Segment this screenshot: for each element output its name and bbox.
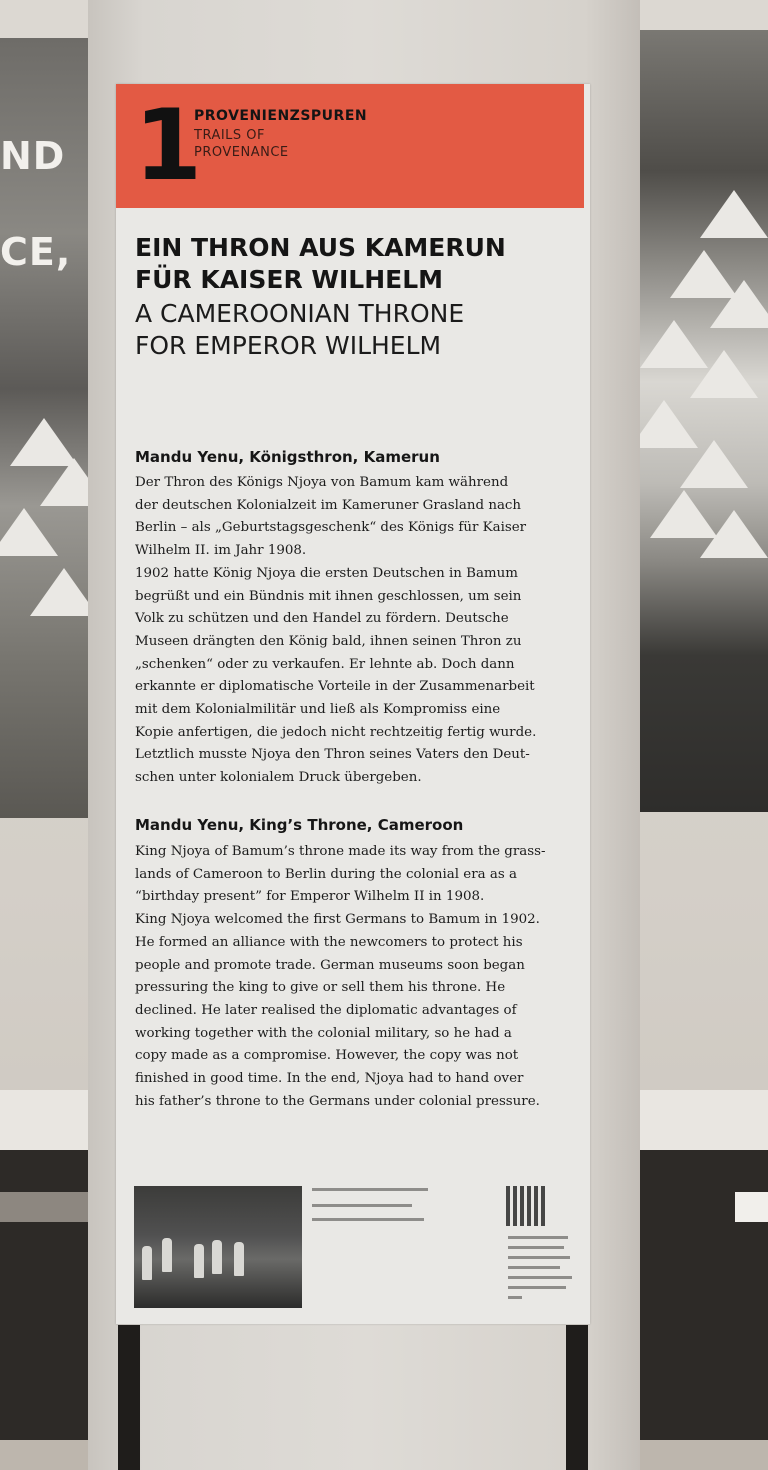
qr-caption-line bbox=[508, 1286, 566, 1289]
panel-stand-right bbox=[566, 1325, 588, 1470]
qr-caption-line bbox=[508, 1296, 522, 1299]
photo-figure bbox=[234, 1242, 244, 1276]
section-label-de: PROVENIENZSPUREN bbox=[194, 108, 368, 124]
title-german bbox=[135, 232, 575, 296]
photo-caption-line bbox=[312, 1188, 428, 1191]
photo-caption-line bbox=[312, 1204, 412, 1207]
left-photo-text-line: ND bbox=[0, 134, 66, 178]
qr-caption-line bbox=[508, 1276, 572, 1279]
section-label-en: TRAILS OF PROVENANCE bbox=[194, 128, 289, 160]
section-number: 1 bbox=[134, 89, 203, 203]
german-heading: Mandu Yenu, Königsthron, Kamerun bbox=[135, 448, 440, 466]
right-wall-photo bbox=[630, 30, 768, 812]
tent-shape bbox=[710, 280, 768, 328]
title-german-line: FÜR KAISER WILHELM bbox=[135, 265, 444, 294]
tent-shape bbox=[700, 190, 768, 238]
title-english-line: A CAMEROONIAN THRONE bbox=[135, 299, 465, 328]
exhibit-info-panel bbox=[116, 84, 590, 1324]
section-header bbox=[116, 84, 584, 208]
qr-caption-line bbox=[508, 1266, 560, 1269]
title-english bbox=[135, 298, 575, 362]
left-photo-text-line: CE, bbox=[0, 230, 72, 274]
title-german-line: EIN THRON AUS KAMERUN bbox=[135, 233, 506, 262]
photo-figure bbox=[142, 1246, 152, 1280]
photo-figure bbox=[194, 1244, 204, 1278]
title-english-line: FOR EMPEROR WILHELM bbox=[135, 331, 442, 360]
left-case-label bbox=[0, 1192, 92, 1222]
right-case-label bbox=[735, 1192, 768, 1222]
qr-caption-line bbox=[508, 1246, 564, 1249]
tent-shape bbox=[0, 508, 58, 556]
tent-shape bbox=[680, 440, 748, 488]
tent-shape bbox=[690, 350, 758, 398]
photo-figure bbox=[162, 1238, 172, 1272]
right-display-shelf bbox=[640, 1090, 768, 1150]
qr-caption-line bbox=[508, 1236, 568, 1239]
photo-figure bbox=[212, 1240, 222, 1274]
tent-shape bbox=[700, 510, 768, 558]
left-display-shelf bbox=[0, 1090, 92, 1150]
historic-photo bbox=[134, 1186, 302, 1308]
qr-caption-line bbox=[508, 1256, 570, 1259]
left-photo-lettering bbox=[0, 108, 71, 300]
german-body-text: Der Thron des Königs Njoya von Bamum kam während der deutschen Kolonialzeit im Kameruner Grasland nach Berlin – als „Geburtstagsgeschenk“ des Königs für Kaiser Wilhelm II. im Jahr 1908. 1902 hatte König Njoya die ersten Deutschen in Bamum begrüßt und ein Bündnis mit ihnen geschlossen, um sein Volk zu schützen und den Handel zu fördern. Deutsche Museen drängten den König bald, ihnen seinen Thron zu „schenken“ oder zu verkaufen. Er lehnte ab. Doch dann erkannte er diplomatische Vorteile in der Zusammenarbeit mit dem Kolonialmilitär und ließ als Kompromiss eine Kopie anfertigen, die jedoch nicht rechtzeitig fertig wurde. Letztlich musste Njoya den Thron seines Vaters den Deut- schen unter kolonialem Druck übergeben. bbox=[135, 475, 537, 786]
english-heading: Mandu Yenu, King’s Throne, Cameroon bbox=[135, 816, 464, 834]
photo-caption-line bbox=[312, 1218, 424, 1221]
panel-stand-left bbox=[118, 1325, 140, 1470]
qr-code[interactable] bbox=[506, 1186, 546, 1226]
english-body-text: King Njoya of Bamum’s throne made its way from the grass- lands of Cameroon to Berlin during the colonial era as a “birthday present” for Emperor Wilhelm II in 1908. King Njoya welcomed the first Germans to Bamum in 1902. He formed an alliance with the newcomers to protect his people and promote trade. German museums soon began pressuring the king to give or sell them his throne. He declined. He later realised the diplomatic advantages of working together with the colonial military, so he had a copy made as a compromise. However, the copy was not finished in good time. In the end, Njoya had to hand over his father’s throne to the Germans under colonial pressure. bbox=[135, 844, 546, 1109]
left-wall-photo bbox=[0, 38, 92, 818]
